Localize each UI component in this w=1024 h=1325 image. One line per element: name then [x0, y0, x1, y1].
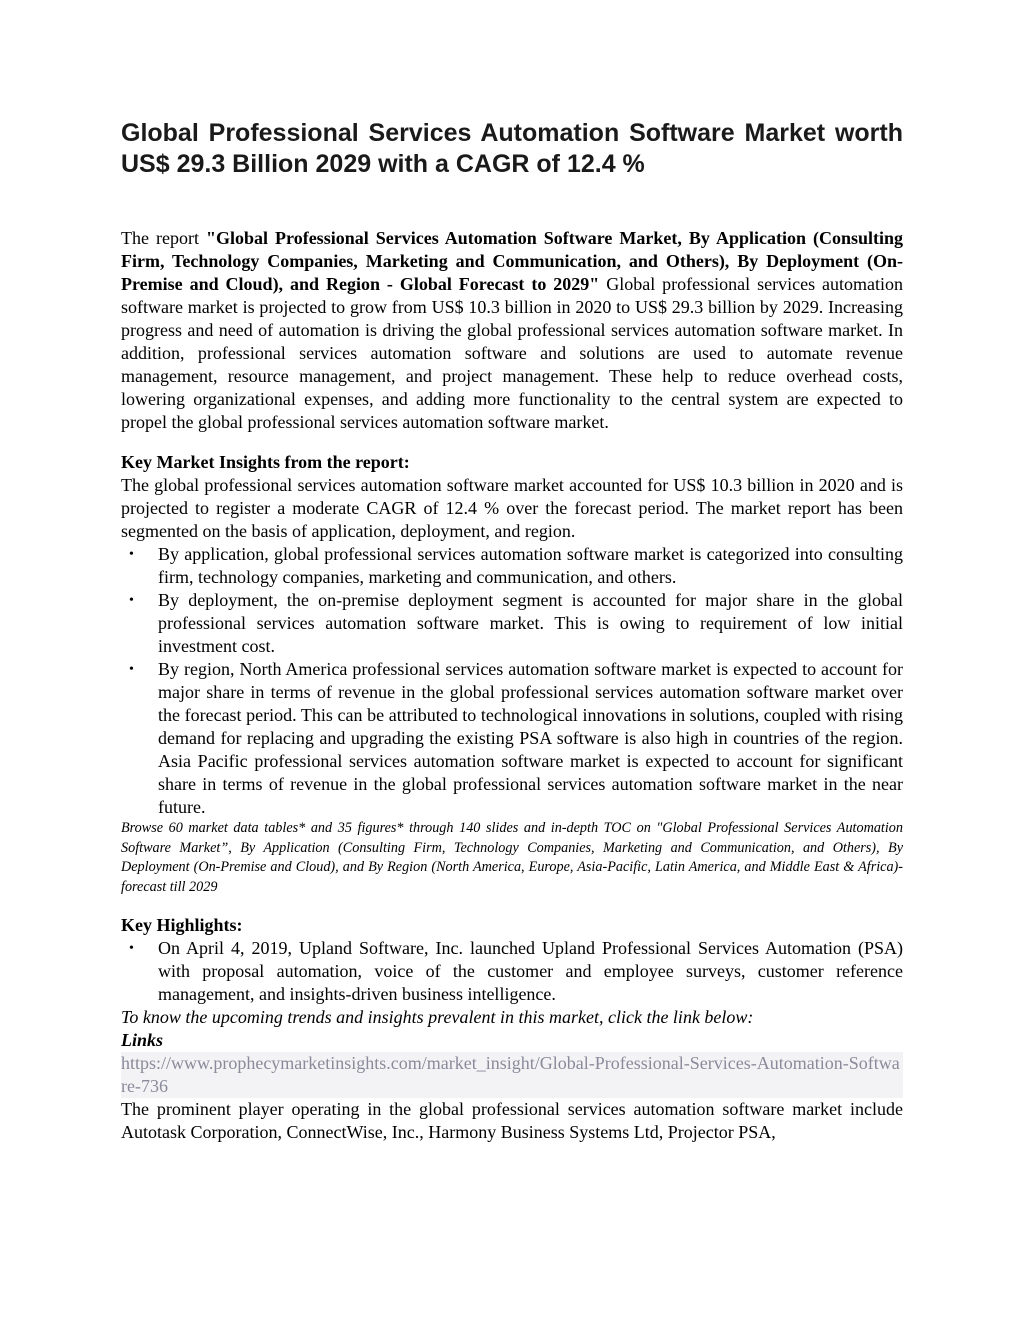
report-name: "Global Professional Services Automation Software Market, By Application (Consulting Firm, Technology Companies, Marketing and Communication, and Others), By Deployment (On-Premise and Cloud), and Region - Global Forecast to 2029" — [121, 228, 904, 294]
bullet-icon: • — [129, 593, 134, 608]
list-item — [121, 543, 903, 589]
intro-prefix: The report — [121, 228, 207, 248]
cta-text: To know the upcoming trends and insights prevalent in this market, click the link below: — [121, 1007, 754, 1027]
bullet-icon: • — [129, 662, 134, 677]
list-item — [121, 589, 903, 658]
key-insights-paragraph: The global professional services automation software market accounted for US$ 10.3 billion in 2020 and is projected to register a moderate CAGR of 12.4 % over the forecast period. The market report has been segmented on the basis of application, deployment, and region. — [121, 475, 903, 541]
list-item — [121, 937, 903, 1006]
document-title: Global Professional Services Automation Software Market worth US$ 29.3 Billion 2029 with a CAGR of 12.4 % — [121, 119, 903, 178]
bullet-icon: • — [129, 941, 134, 956]
list-item — [121, 658, 903, 819]
intro-body: Global professional services automation software market is projected to grow from US$ 10.3 billion in 2020 to US$ 29.3 billion by 2029. Increasing progress and need of automation is driving the global professional services automation software market. In addition, professional services automation software and solutions are used to automate revenue management, resource management, and project management. These help to reduce overhead costs, lowering organizational expenses, and adding more functionality to the central system are expected to propel the global professional services automation software market. — [121, 274, 904, 432]
key-highlights-list — [121, 937, 903, 1006]
list-item-text: By region, North America professional services automation software market is expected to account for major share in terms of revenue in the global professional services automation software market over the forecast period. This can be attributed to technological innovations in solutions, coupled with rising demand for replacing and upgrading the existing PSA software is also high in countries of the region. Asia Pacific professional services automation software market is expected to account for significant share in terms of revenue in the global professional services automation software market in the near future. — [158, 659, 903, 817]
key-insights-heading: Key Market Insights from the report: — [121, 452, 410, 472]
list-item-text: On April 4, 2019, Upland Software, Inc. launched Upland Professional Services Automation (PSA) with proposal automation, voice of the customer and employee surveys, customer reference management, and insights-driven business intelligence. — [158, 938, 903, 1004]
browse-note: Browse 60 market data tables* and 35 figures* through 140 slides and in-depth TOC on "Global Professional Services Automation Software Market”, By Application (Consulting Firm, Technology Companies, Marketing and Communication, and Others), By Deployment (On-Premise and Cloud), and By Region (North America, Europe, Asia-Pacific, Latin America, and Middle East & Africa)- forecast till 2029 — [121, 820, 903, 895]
key-highlights-heading: Key Highlights: — [121, 915, 243, 935]
report-link[interactable]: https://www.prophecymarketinsights.com/market_insight/Global-Professional-Services-Automation-Software-736 — [121, 1052, 903, 1098]
bullet-icon: • — [129, 547, 134, 562]
players-paragraph: The prominent player operating in the global professional services automation software market include Autotask Corporation, ConnectWise, Inc., Harmony Business Systems Ltd, Projector PSA, — [121, 1099, 903, 1142]
list-item-text: By application, global professional services automation software market is categorized into consulting firm, technology companies, marketing and communication, and others. — [158, 544, 903, 587]
document-page — [121, 118, 903, 1144]
list-item-text: By deployment, the on-premise deployment segment is accounted for major share in the global professional services automation software market. This is owing to requirement of low initial investment cost. — [158, 590, 903, 656]
links-heading: Links — [121, 1030, 164, 1050]
key-insights-list — [121, 543, 903, 819]
intro-paragraph — [121, 227, 903, 434]
